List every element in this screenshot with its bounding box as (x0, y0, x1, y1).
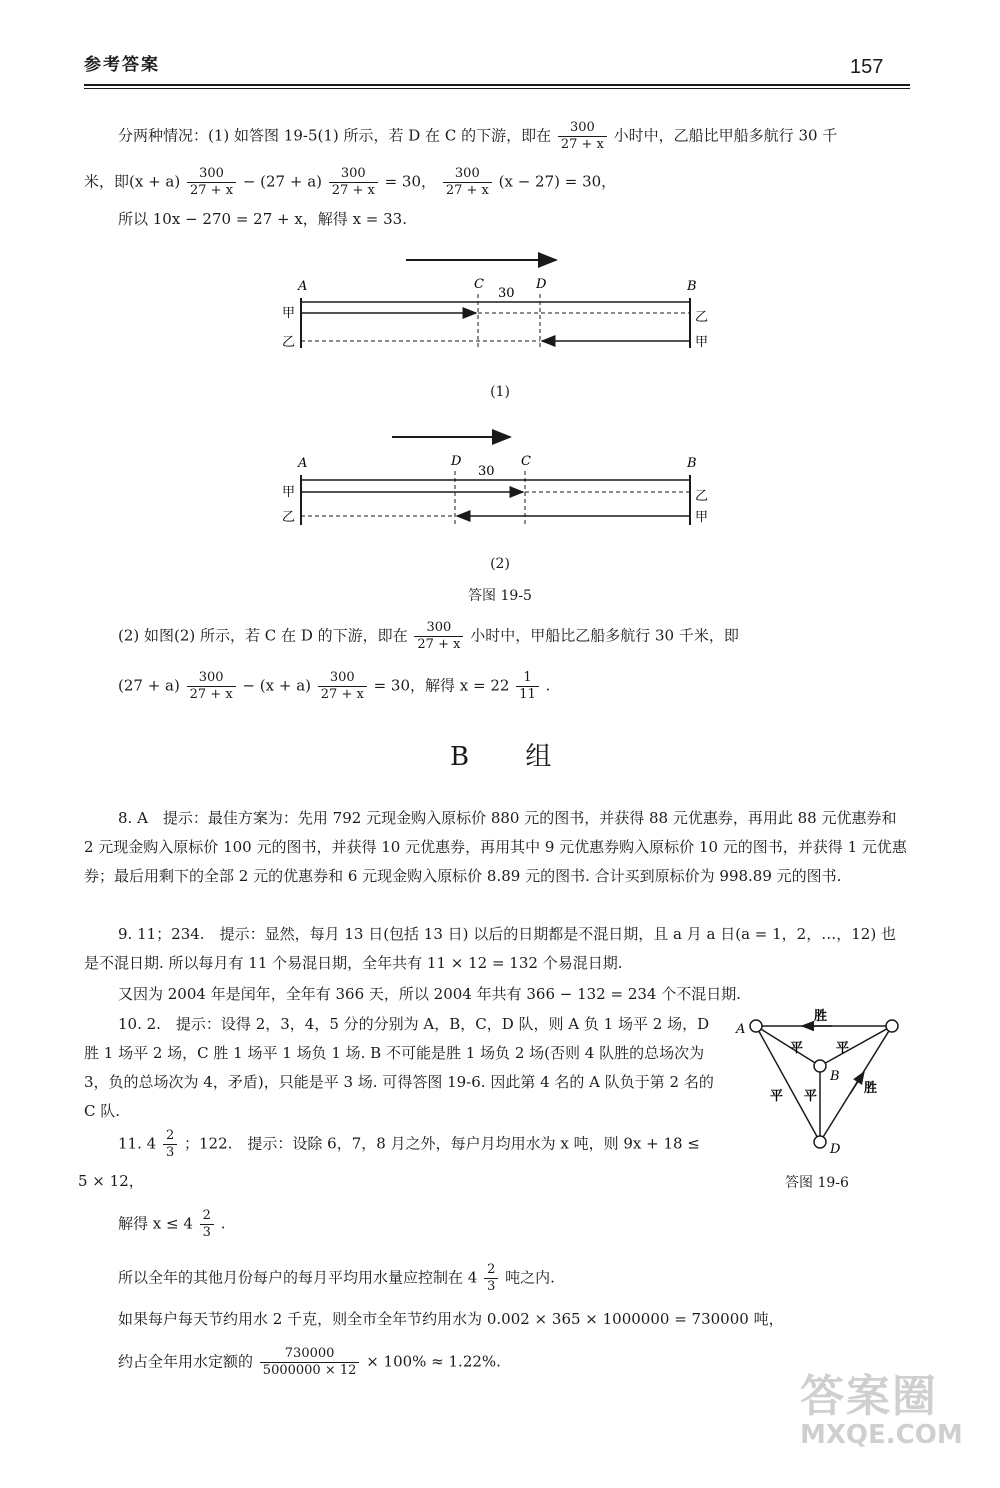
frac-num: 300 (443, 166, 492, 183)
fraction (329, 166, 378, 199)
fraction (516, 670, 539, 703)
frac-den: 3 (487, 1279, 496, 1294)
fraction (443, 166, 492, 199)
node-c (886, 1020, 898, 1032)
q11-line2: 5 × 12， (78, 1172, 144, 1190)
edge-a-b (756, 1026, 820, 1066)
right-bottom-label: 甲 (695, 335, 709, 350)
p1-line1 (118, 120, 837, 153)
p1-line2 (84, 166, 616, 199)
section-title: B 组 (450, 742, 576, 772)
header-rule-thin (84, 88, 910, 89)
fraction (484, 1262, 498, 1295)
fraction (318, 670, 367, 703)
frac-den: 27 + x (190, 183, 234, 198)
page-number: 157 (850, 56, 884, 78)
q10-paragraph: 10. 2. 提示：设得 2，3，4，5 分的分别为 A，B，C，D 队，则 A 负 1 场平 2 场，D 胜 1 场平 2 场，C 胜 1 场平 1 场负 1 场. B 不可能是胜 1 场负 2 场(否则 4 队胜的总场次为 3，负的总场次为 4，矛盾)，只能是平 3 场. 可得答图 19-6. 因此第 4 名的 A 队负于第 2 名的 C 队. (84, 1015, 714, 1120)
point-a-label: A (298, 456, 308, 471)
text-span: 分两种情况：(1) 如答图 19-5(1) 所示，若 D 在 C 的下游，即在 (118, 126, 552, 145)
right-bottom-label: 甲 (695, 510, 709, 525)
q11-line5: 如果每户每天节约用水 2 千克，则全市全年节约用水为 0.002 × 365 × 1000000 = 730000 吨， (118, 1310, 784, 1328)
frac-den: 3 (202, 1225, 211, 1240)
watermark-bottom: MXQE.COM (800, 1420, 963, 1450)
left-bottom-label: 乙 (282, 335, 296, 350)
arrow-d-beats-c (850, 1072, 864, 1094)
point-c-label: C (521, 454, 531, 469)
q9-paragraph: 9. 11；234. 提示：显然，每月 13 日(包括 13 日) 以后的日期都是不混日期，且 a 月 a 日(a = 1，2，…，12) 也是不混日期. 所以每月有 11 个易混日期，全年共有 11 × 12 = 132 个易混日期. (84, 925, 896, 972)
text-span: 11. 4 (118, 1134, 157, 1153)
text-span: (x − 27) = 30， (498, 172, 617, 191)
fraction (414, 620, 463, 653)
text-span: 约占全年用水定额的 (118, 1352, 254, 1371)
text-span: = 30， (384, 172, 437, 191)
frac-den: 11 (519, 687, 536, 702)
p2-line2 (118, 670, 550, 703)
edge-label-bc: 平 (836, 1041, 850, 1056)
node-b-label: B (830, 1069, 840, 1084)
node-d-label: D (830, 1142, 841, 1157)
frac-den: 3 (165, 1145, 175, 1160)
figure-19-6-caption: 答图 19-6 (785, 1175, 849, 1191)
text-span: . (545, 676, 551, 695)
text-span: (27 + a) (118, 676, 180, 695)
frac-den: 27 + x (417, 637, 461, 652)
p1-line3: 所以 10x − 270 = 27 + x，解得 x = 33. (118, 210, 407, 228)
frac-den: 27 + x (320, 687, 364, 702)
text-span: 小时中，甲船比乙船多航行 30 千米，即 (470, 626, 739, 645)
node-a-label: A (736, 1022, 746, 1037)
q8-paragraph: 8. A 提示：最佳方案为：先用 792 元现金购入原标价 880 元的图书，并获得 88 元优惠券，再用此 88 元优惠券和 2 元现金购入原标价 100 元的图书，并获得 10 元优惠券，再用其中 9 元优惠券购入原标价 10 元的图书，并获得 1 元优惠券；最后用剩下的全部 2 元的优惠券和 6 元现金购入原标价 8.89 元的图书. 合计买到原标价为 998.89 元的图书. (84, 809, 907, 885)
point-b-label: B (687, 279, 697, 294)
node-b (814, 1060, 826, 1072)
frac-num: 300 (414, 620, 463, 637)
edge-label-top: 胜 (814, 1009, 828, 1024)
diagram-1 (270, 250, 730, 360)
point-d-label: D (536, 277, 547, 292)
right-top-label: 乙 (695, 489, 709, 504)
q11-line6 (118, 1346, 501, 1379)
text-span: . (220, 1214, 226, 1233)
diagram-1-caption: (1) (490, 384, 510, 400)
frac-num: 1 (516, 670, 539, 687)
frac-num: 300 (187, 670, 236, 687)
diagram-2-caption: (2) (490, 556, 510, 572)
p2-line1 (118, 620, 739, 653)
point-b-label: B (687, 456, 697, 471)
text-span: = 30，解得 x = 22 (373, 676, 510, 695)
frac-den: 27 + x (331, 183, 375, 198)
frac-den: 5000000 × 12 (262, 1363, 357, 1378)
text-span: × 100% ≈ 1.22%. (366, 1352, 501, 1371)
frac-num: 300 (558, 120, 607, 137)
frac-num: 300 (329, 166, 378, 183)
frac-num: 2 (163, 1128, 177, 1145)
fraction (163, 1128, 177, 1161)
edge-label-dc: 胜 (864, 1081, 878, 1096)
q11-line4 (118, 1262, 555, 1295)
edge-label-bd: 平 (804, 1089, 818, 1104)
frac-den: 27 + x (189, 687, 233, 702)
figure-19-6 (732, 1004, 916, 1159)
q11-line3 (118, 1208, 226, 1241)
text-span: 米，即(x + a) (84, 172, 181, 191)
point-a-label: A (298, 279, 308, 294)
text-span: 解得 x ≤ 4 (118, 1214, 193, 1233)
frac-num: 300 (187, 166, 236, 183)
frac-num: 2 (484, 1262, 498, 1279)
frac-num: 300 (318, 670, 367, 687)
point-c-label: C (474, 277, 484, 292)
node-d (814, 1136, 826, 1148)
distance-label: 30 (498, 286, 515, 301)
frac-den: 27 + x (445, 183, 489, 198)
header-rule (84, 84, 910, 86)
watermark-logo (800, 1360, 990, 1480)
frac-num: 730000 (260, 1346, 360, 1363)
q9-line2: 又因为 2004 年是闰年，全年有 366 天，所以 2004 年共有 366 − 132 = 234 个不混日期. (118, 985, 741, 1003)
left-bottom-label: 乙 (282, 510, 296, 525)
point-d-label: D (451, 454, 462, 469)
frac-den: 27 + x (560, 137, 604, 152)
edge-label-ab: 平 (790, 1041, 804, 1056)
figure-19-5-caption: 答图 19-5 (468, 588, 532, 604)
distance-label: 30 (478, 464, 495, 479)
header-label: 参考答案 (84, 55, 160, 75)
text-span: 吨之内. (505, 1268, 555, 1287)
left-top-label: 甲 (282, 485, 296, 500)
fraction (558, 120, 607, 153)
node-a (750, 1020, 762, 1032)
text-span: 所以全年的其他月份每户的每月平均用水量应控制在 4 (118, 1268, 478, 1287)
fraction (260, 1346, 360, 1379)
right-top-label: 乙 (695, 310, 709, 325)
q11-line1 (118, 1128, 700, 1161)
text-span: − (27 + a) (242, 172, 322, 191)
watermark-top: 答案圈 (800, 1371, 938, 1422)
edge-a-d (756, 1026, 820, 1142)
text-span: 小时中，乙船比甲船多航行 30 千 (613, 126, 838, 145)
edge-c-b (820, 1026, 892, 1066)
left-top-label: 甲 (282, 306, 296, 321)
text-span: ；122. 提示：设除 6，7，8 月之外，每户月均用水为 x 吨，则 9x + 18 ≤ (184, 1134, 700, 1153)
frac-num: 2 (200, 1208, 214, 1225)
fraction (187, 670, 236, 703)
edge-label-ad: 平 (770, 1089, 784, 1104)
text-span: (2) 如图(2) 所示，若 C 在 D 的下游，即在 (118, 626, 408, 645)
fraction (187, 166, 236, 199)
text-span: − (x + a) (242, 676, 311, 695)
fraction (200, 1208, 214, 1241)
diagram-2 (270, 425, 730, 535)
